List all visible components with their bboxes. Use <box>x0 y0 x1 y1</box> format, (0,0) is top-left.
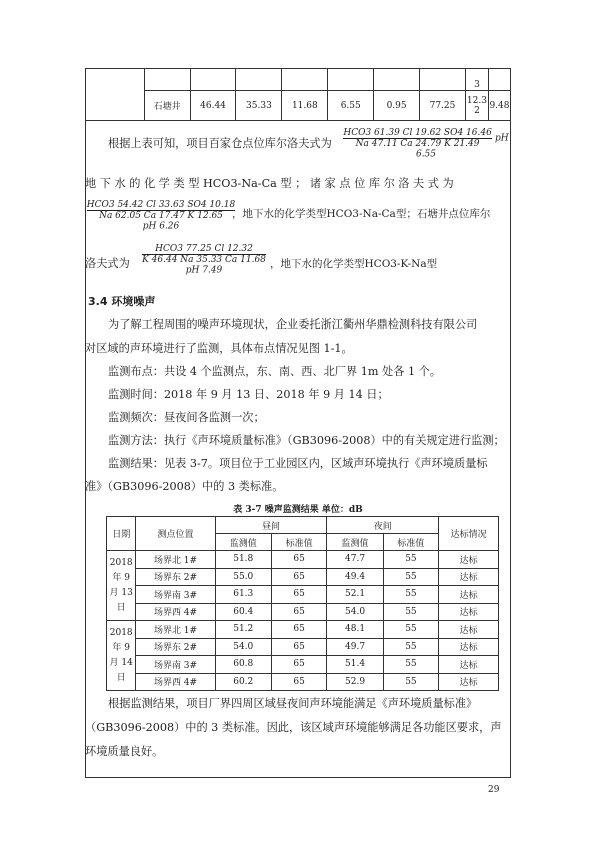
formula-numerator: HCO3 54.42 Cl 33.63 SO4 10.18 <box>86 200 236 210</box>
paragraph-text: 监测方法：执行《声环境质量标准》（GB3096-2008）中的有关规定进行监测； <box>108 434 505 447</box>
table-cell: 达标 <box>439 673 499 691</box>
date-cell: 2018 年 9 月 14 日 <box>107 621 136 691</box>
table-cell: 65 <box>271 568 326 586</box>
table-cell: 60.2 <box>215 673 271 691</box>
table-cell <box>420 69 466 91</box>
table-cell: 47.7 <box>327 551 383 569</box>
table-cell: 场界东 2# <box>136 568 215 586</box>
table-cell: 场界西 4# <box>136 673 215 691</box>
table-cell: 65 <box>271 656 326 674</box>
table-row <box>107 621 499 639</box>
table-cell: 51.8 <box>215 551 271 569</box>
table-cell: 3 <box>465 69 488 91</box>
table-cell: 达标 <box>439 586 499 604</box>
table-cell: 场界南 3# <box>136 586 215 604</box>
table-cell: 60.8 <box>215 656 271 674</box>
paragraph-text: ，地下水的化学类型HCO3-K-Na型 <box>270 258 438 270</box>
header-measured: 监测值 <box>215 534 271 551</box>
kurlov-formula-1 <box>336 128 516 160</box>
table-cell: 场界北 1# <box>136 621 215 639</box>
table-cell: 49.4 <box>327 568 383 586</box>
table-cell: 65 <box>271 621 326 639</box>
paragraph-text: 准》（GB3096-2008）中的 3 类标准。 <box>85 480 284 493</box>
table-cell: 场界西 4# <box>136 603 215 621</box>
table-cell: 51.4 <box>327 656 383 674</box>
table-row <box>107 551 499 569</box>
table-cell <box>86 69 145 121</box>
formula-numerator: HCO3 61.39 Cl 19.62 SO4 16.46 <box>343 128 492 138</box>
header-standard: 标准值 <box>383 534 438 551</box>
table-cell: 55 <box>383 673 438 691</box>
table-row <box>107 638 499 656</box>
table-cell: 55 <box>383 603 438 621</box>
water-quality-table-fragment <box>85 68 511 121</box>
table-row <box>107 673 499 691</box>
formula-numerator: HCO3 77.25 Cl 12.32 <box>155 244 253 254</box>
table-cell: 达标 <box>439 621 499 639</box>
table-cell: 52.9 <box>327 673 383 691</box>
table-cell: 55 <box>383 551 438 569</box>
table-cell: 49.7 <box>327 638 383 656</box>
table-cell: 9.48 <box>488 91 510 121</box>
table-cell: 77.25 <box>420 91 466 121</box>
header-status: 达标情况 <box>439 517 499 551</box>
table-cell: 61.3 <box>215 586 271 604</box>
table-row <box>107 656 499 674</box>
table-cell: 46.44 <box>190 91 236 121</box>
paragraph-text: 监测布点：共设 4 个监测点，东、南、西、北厂界 1m 处各 1 个。 <box>108 365 441 378</box>
table-cell <box>190 69 236 91</box>
table-cell: 65 <box>271 673 326 691</box>
table-cell: 35.33 <box>236 91 282 121</box>
table-cell <box>236 69 282 91</box>
paragraph-text: （GB3096-2008）中的 3 类标准。因此，该区域声环境能够满足各功能区要求，声 <box>85 721 502 734</box>
paragraph-text: ，地下水的化学类型HCO3-Na-Ca型；石塘井点位库尔 <box>232 208 491 220</box>
paragraph-text: 环境质量良好。 <box>85 745 164 758</box>
table-cell <box>488 69 510 91</box>
table-row <box>107 568 499 586</box>
formula-denominator: K 46.44 Na 35.33 Ca 11.68 <box>142 255 266 265</box>
table-cell: 11.68 <box>282 91 328 121</box>
kurlov-formula-3 <box>134 244 274 276</box>
formula-denominator: Na 47.11 Ca 24.79 K 21.49 <box>343 138 491 149</box>
table-cell <box>144 69 190 91</box>
paragraph-text: 为了解工程周围的噪声环境现状，企业委托浙江衢州华鼎检测科技有限公司 <box>108 318 478 331</box>
paragraph-text: 洛夫式为 <box>85 257 130 270</box>
paragraph-text: 根据上表可知，项目百家仓点位库尔洛夫式为 <box>108 137 332 150</box>
table-cell: 65 <box>271 638 326 656</box>
kurlov-formula-2 <box>86 200 236 232</box>
header-standard: 标准值 <box>271 534 326 551</box>
table-cell: 6.55 <box>328 91 374 121</box>
table-cell: 54.0 <box>215 638 271 656</box>
table-cell: 60.4 <box>215 603 271 621</box>
table-caption: 表 3-7 噪声监测结果 单位：dB <box>233 505 363 515</box>
table-cell: 65 <box>271 603 326 621</box>
table-cell: 48.1 <box>327 621 383 639</box>
paragraph-text: 对区域的声环境进行了监测，具体布点情况见图 1-1。 <box>85 342 353 355</box>
table-cell <box>374 69 420 91</box>
table-cell: 石塘井 <box>144 91 190 121</box>
table-cell: 场界南 3# <box>136 656 215 674</box>
formula-ph: pH 7.49 <box>185 265 223 276</box>
page-number: 29 <box>488 785 500 795</box>
table-cell: 51.2 <box>215 621 271 639</box>
formula-ph: pH 6.26 <box>142 221 180 232</box>
table-cell: 55 <box>383 586 438 604</box>
table-cell: 达标 <box>439 638 499 656</box>
paragraph-text: 监测频次：昼夜间各监测一次； <box>108 411 265 424</box>
paragraph-text: 根据监测结果，项目厂界四周区域昼夜间声环境能满足《声环境质量标准》 <box>108 697 478 710</box>
paragraph-text: 地 下 水 的 化 学 类 型 HCO3-Na-Ca 型 ； 诸 家 点 位 库 尔 洛 夫 式 为 <box>85 177 454 190</box>
table-cell: 55 <box>383 638 438 656</box>
header-measured: 监测值 <box>327 534 383 551</box>
table-cell: 达标 <box>439 656 499 674</box>
table-cell: 65 <box>271 586 326 604</box>
section-heading: 3.4 环境噪声 <box>88 295 156 308</box>
table-cell: 场界北 1# <box>136 551 215 569</box>
table-cell: 达标 <box>439 568 499 586</box>
paragraph-text: 监测结果：见表 3-7。项目位于工业园区内，区域声环境执行《声环境质量标 <box>108 457 488 470</box>
table-cell: 0.95 <box>374 91 420 121</box>
date-cell: 2018 年 9 月 13 日 <box>107 551 136 621</box>
header-night: 夜间 <box>327 517 439 534</box>
table-cell: 55 <box>383 656 438 674</box>
table-cell: 55 <box>383 568 438 586</box>
header-point: 测点位置 <box>136 517 215 551</box>
table-cell: 场界东 2# <box>136 638 215 656</box>
paragraph-text: 监测时间：2018 年 9 月 13 日、2018 年 9 月 14 日； <box>108 388 389 401</box>
table-cell: 54.0 <box>327 603 383 621</box>
table-cell: 55 <box>383 621 438 639</box>
table-cell <box>328 69 374 91</box>
noise-monitoring-table <box>106 516 499 691</box>
table-cell: 12.3 2 <box>465 91 488 121</box>
header-date: 日期 <box>107 517 136 551</box>
header-day: 昼间 <box>215 517 327 534</box>
table-cell: 达标 <box>439 551 499 569</box>
table-cell: 55.0 <box>215 568 271 586</box>
table-row <box>107 603 499 621</box>
table-cell: 达标 <box>439 603 499 621</box>
table-cell: 65 <box>271 551 326 569</box>
formula-denominator: Na 62.05 Ca 17.47 K 12.65 <box>87 210 235 221</box>
table-cell: 52.1 <box>327 586 383 604</box>
table-cell <box>282 69 328 91</box>
table-row <box>107 586 499 604</box>
formula-ph: pH 6.55 <box>415 133 509 160</box>
